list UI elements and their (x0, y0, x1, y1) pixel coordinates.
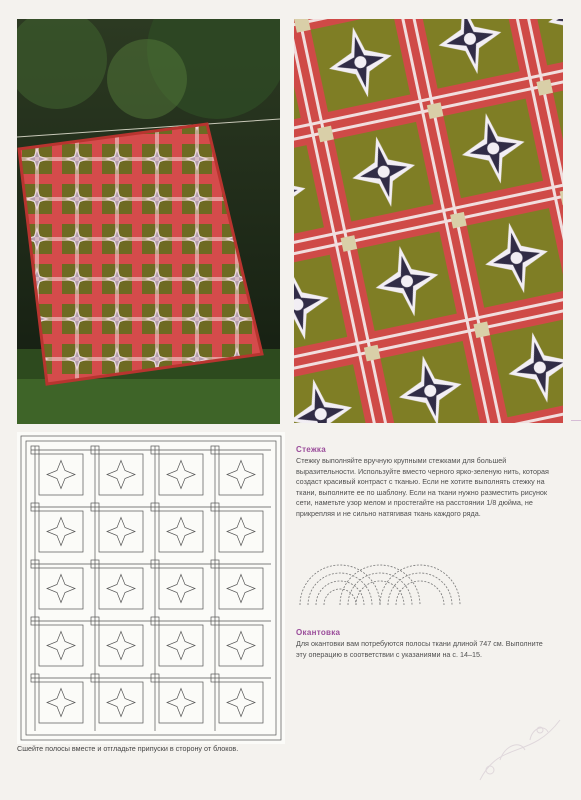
diagram-block (31, 446, 91, 503)
quilt-closeup-illustration (294, 19, 563, 423)
diagram-block (31, 503, 91, 560)
diagram-block (211, 674, 271, 731)
binding-heading: Окантовка (296, 628, 341, 637)
quilt-garden-illustration (17, 19, 280, 424)
page-edge-tab (571, 420, 581, 430)
diagram-block (91, 503, 151, 560)
diagram-block (151, 674, 211, 731)
quilt-hanging-photo (17, 19, 280, 424)
diagram-block (31, 674, 91, 731)
binding-instructions: Для окантовки вам потребуются полосы ткани длиной 747 см. Выполните эту операцию в соответствии с указаниями на с. 14–15. (296, 639, 543, 659)
quilt-layout-diagram (17, 432, 285, 744)
diagram-block (151, 446, 211, 503)
diagram-block (91, 617, 151, 674)
diagram-block (31, 617, 91, 674)
diagram-block (211, 446, 271, 503)
diagram-block (211, 617, 271, 674)
diagram-block (211, 560, 271, 617)
diagram-block (91, 674, 151, 731)
diagram-block (91, 446, 151, 503)
decorative-flourish (470, 700, 570, 790)
stitching-instructions: Стежку выполняйте вручную крупными стежками для большей выразительности. Используйте вместо черного ярко-зеленую нить, которая создаст красивый контраст с тканью. Если не хотите выполнять стежку на ткани, выполните ее по шаблону. Если на ткани нужно разместить рисунок сети, наметьте узор мелом и простегайте на расстоянии 1/8 дюйма, не прикрепляя и не сильно натягивая ткань каждого ряда. (296, 456, 549, 518)
quilt-closeup-photo (294, 19, 563, 423)
arc-template-drawing (296, 557, 468, 609)
block-grid-drawing (17, 432, 285, 744)
diagram-block (31, 560, 91, 617)
diagram-block (211, 503, 271, 560)
diagram-block (151, 560, 211, 617)
diagram-block (151, 503, 211, 560)
diagram-block (151, 617, 211, 674)
stitching-heading: Стежка (296, 445, 326, 454)
diagram-caption: Сшейте полосы вместе и отгладьте припуски в сторону от блоков. (17, 744, 239, 753)
diagram-block (91, 560, 151, 617)
quilting-arc-template (296, 557, 468, 609)
